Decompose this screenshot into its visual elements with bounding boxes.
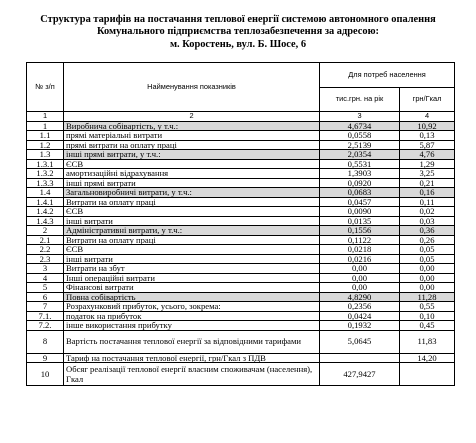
row-num: 1.4.2 [27, 207, 64, 217]
row-value-uah-per-gcal: 0,05 [400, 245, 455, 255]
row-value-thousand-uah: 0,2356 [320, 302, 400, 312]
row-num: 9 [27, 353, 64, 363]
table-row [27, 264, 455, 274]
tariff-table [26, 62, 455, 386]
row-value-uah-per-gcal: 11,83 [400, 330, 455, 353]
row-name: Витрати на збут [64, 264, 320, 274]
row-value-thousand-uah: 0,1556 [320, 226, 400, 236]
row-name: Виробнича собівартість, у т.ч.: [64, 121, 320, 131]
table-row [27, 245, 455, 255]
row-name: інші витрати [64, 254, 320, 264]
row-value-uah-per-gcal: 1,29 [400, 159, 455, 169]
row-num: 1.4 [27, 188, 64, 198]
row-value-uah-per-gcal: 10,92 [400, 121, 455, 131]
row-name: інші прямі витрати [64, 178, 320, 188]
table-row [27, 169, 455, 179]
table-row [27, 311, 455, 321]
row-num: 1.1 [27, 131, 64, 141]
header-num: № з/п [27, 63, 64, 112]
table-row [27, 302, 455, 312]
row-name: ЄСВ [64, 159, 320, 169]
row-value-thousand-uah: 0,00 [320, 273, 400, 283]
table-body [27, 121, 455, 386]
row-num: 1 [27, 121, 64, 131]
row-value-uah-per-gcal: 0,16 [400, 188, 455, 198]
row-value-uah-per-gcal: 14,20 [400, 353, 455, 363]
table-row [27, 216, 455, 226]
row-value-thousand-uah: 0,0920 [320, 178, 400, 188]
row-num: 6 [27, 292, 64, 302]
row-name: інше використання прибутку [64, 321, 320, 331]
row-value-thousand-uah: 0,0424 [320, 311, 400, 321]
row-value-thousand-uah: 0,0457 [320, 197, 400, 207]
row-name: Обсяг реалізації теплової енергії власним споживачам (населення), Гкал [64, 363, 320, 386]
title-line-3: м. Коростень, вул. Б. Шосе, 6 [169, 38, 307, 50]
row-value-uah-per-gcal: 0,11 [400, 197, 455, 207]
index-2: 2 [64, 112, 320, 122]
row-name: Витрати на оплату праці [64, 197, 320, 207]
row-name: Витрати на оплату праці [64, 235, 320, 245]
table-row [27, 273, 455, 283]
row-value-uah-per-gcal: 0,02 [400, 207, 455, 217]
table-row [27, 159, 455, 169]
row-name: інші прямі витрати, у т.ч.: [64, 150, 320, 160]
document-title [0, 14, 476, 51]
row-num: 1.2 [27, 140, 64, 150]
row-value-thousand-uah: 5,0645 [320, 330, 400, 353]
row-value-thousand-uah: 2,0354 [320, 150, 400, 160]
row-name: Тариф на постачання теплової енергії, грн/Гкал з ПДВ [64, 353, 320, 363]
table-row [27, 140, 455, 150]
table-row [27, 150, 455, 160]
header-col4: грн/Гкал [400, 87, 455, 112]
row-value-uah-per-gcal: 3,25 [400, 169, 455, 179]
table-row [27, 188, 455, 198]
row-value-uah-per-gcal: 0,45 [400, 321, 455, 331]
table-header-row [27, 63, 455, 88]
row-value-uah-per-gcal: 0,00 [400, 283, 455, 293]
row-num: 4 [27, 273, 64, 283]
table-row [27, 178, 455, 188]
title-line-2: Комунального підприємства теплозабезпечення за адресою: [97, 26, 379, 38]
row-num: 1.3 [27, 150, 64, 160]
table-row [27, 131, 455, 141]
table-row [27, 254, 455, 264]
row-value-thousand-uah: 0,0558 [320, 131, 400, 141]
row-value-uah-per-gcal: 0,26 [400, 235, 455, 245]
row-num: 1.3.2 [27, 169, 64, 179]
row-value-uah-per-gcal: 4,76 [400, 150, 455, 160]
row-value-thousand-uah: 0,00 [320, 264, 400, 274]
row-value-thousand-uah: 0,0216 [320, 254, 400, 264]
row-num: 7.1. [27, 311, 64, 321]
table-row [27, 121, 455, 131]
row-value-thousand-uah: 4,6734 [320, 121, 400, 131]
row-name: Загальновиробничі витрати, у т.ч.: [64, 188, 320, 198]
table-index-row [27, 112, 455, 122]
title-line-1: Структура тарифів на постачання теплової енергії системою автономного опалення [40, 14, 436, 25]
row-value-thousand-uah: 2,5139 [320, 140, 400, 150]
row-num: 2.1 [27, 235, 64, 245]
row-value-uah-per-gcal: 0,10 [400, 311, 455, 321]
index-4: 4 [400, 112, 455, 122]
row-num: 3 [27, 264, 64, 274]
row-name: прямі матеріальні витрати [64, 131, 320, 141]
table-row [27, 283, 455, 293]
table-row [27, 330, 455, 353]
row-name: інші витрати [64, 216, 320, 226]
header-col3: тис.грн. на рік [320, 87, 400, 112]
row-value-uah-per-gcal: 0,00 [400, 273, 455, 283]
table-row [27, 197, 455, 207]
row-num: 5 [27, 283, 64, 293]
row-num: 2.2 [27, 245, 64, 255]
row-value-uah-per-gcal: 0,36 [400, 226, 455, 236]
row-value-thousand-uah: 427,9427 [320, 363, 400, 386]
row-name: ЄСВ [64, 245, 320, 255]
table-row [27, 226, 455, 236]
row-num: 10 [27, 363, 64, 386]
row-value-thousand-uah: 0,1122 [320, 235, 400, 245]
row-name: Повна собівартість [64, 292, 320, 302]
row-num: 1.4.1 [27, 197, 64, 207]
row-value-thousand-uah [320, 353, 400, 363]
row-value-thousand-uah: 0,1932 [320, 321, 400, 331]
index-1: 1 [27, 112, 64, 122]
header-name: Найменування показників [64, 63, 320, 112]
row-value-uah-per-gcal: 5,87 [400, 140, 455, 150]
row-name: податок на прибуток [64, 311, 320, 321]
row-num: 7 [27, 302, 64, 312]
row-value-thousand-uah: 0,0683 [320, 188, 400, 198]
row-name: амортизаційні відрахування [64, 169, 320, 179]
row-value-uah-per-gcal: 0,13 [400, 131, 455, 141]
row-value-thousand-uah: 0,00 [320, 283, 400, 293]
table-row [27, 235, 455, 245]
row-value-uah-per-gcal [400, 363, 455, 386]
row-num: 1.4.3 [27, 216, 64, 226]
row-name: Інші операційні витрати [64, 273, 320, 283]
table-row [27, 353, 455, 363]
row-value-uah-per-gcal: 0,03 [400, 216, 455, 226]
row-value-thousand-uah: 1,3903 [320, 169, 400, 179]
header-group: Для потреб населення [320, 63, 455, 88]
row-num: 2.3 [27, 254, 64, 264]
row-value-uah-per-gcal: 11,28 [400, 292, 455, 302]
row-value-thousand-uah: 0,0135 [320, 216, 400, 226]
table-row [27, 207, 455, 217]
table-row [27, 363, 455, 386]
table-row [27, 292, 455, 302]
row-name: Фінансові витрати [64, 283, 320, 293]
row-name: прямі витрати на оплату праці [64, 140, 320, 150]
row-name: Розрахунковий прибуток, усього, зокрема: [64, 302, 320, 312]
row-name: ЄСВ [64, 207, 320, 217]
row-value-uah-per-gcal: 0,55 [400, 302, 455, 312]
row-value-uah-per-gcal: 0,00 [400, 264, 455, 274]
row-name: Адміністративні витрати, у т.ч.: [64, 226, 320, 236]
row-value-thousand-uah: 0,0218 [320, 245, 400, 255]
row-value-thousand-uah: 4,8290 [320, 292, 400, 302]
row-value-uah-per-gcal: 0,21 [400, 178, 455, 188]
row-num: 2 [27, 226, 64, 236]
row-value-uah-per-gcal: 0,05 [400, 254, 455, 264]
index-3: 3 [320, 112, 400, 122]
row-num: 8 [27, 330, 64, 353]
row-num: 1.3.3 [27, 178, 64, 188]
row-name: Вартість постачання теплової енергії за відповідними тарифами [64, 330, 320, 353]
table-row [27, 321, 455, 331]
row-value-thousand-uah: 0,0090 [320, 207, 400, 217]
row-value-thousand-uah: 0,5531 [320, 159, 400, 169]
row-num: 7.2. [27, 321, 64, 331]
row-num: 1.3.1 [27, 159, 64, 169]
